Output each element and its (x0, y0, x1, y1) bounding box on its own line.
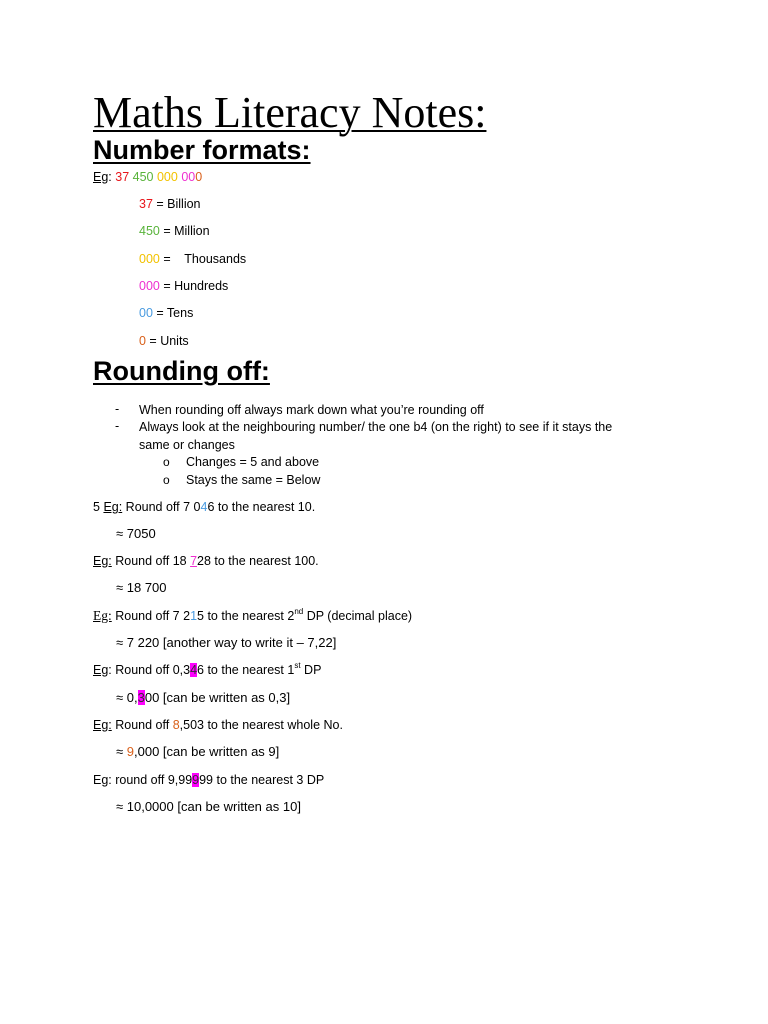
digit-highlight: 7 (190, 554, 198, 568)
place-value-row: 450 = Million (139, 224, 210, 238)
rounding-answer: ≈ 18 700 (116, 580, 167, 595)
rounding-example: 5 Eg: Round off 7 046 to the nearest 10. (93, 500, 316, 514)
digit-highlight: 4 (190, 663, 198, 677)
place-value-row: 0 = Units (139, 334, 189, 348)
sub-bullet-text: Changes = 5 and above (186, 455, 320, 469)
place-value-row: 00 = Tens (139, 306, 194, 320)
rounding-answer: ≈ 10,0000 [can be written as 10] (116, 799, 301, 814)
rounding-answer: ≈ 0,300 [can be written as 0,3] (116, 690, 291, 705)
circle-bullet: o (163, 455, 170, 469)
page-title: Maths Literacy Notes: (93, 88, 487, 137)
digit-highlight: 9 (192, 773, 200, 787)
rounding-example: Eg: Round off 18 728 to the nearest 100. (93, 554, 319, 568)
sub-bullet-text: Stays the same = Below (186, 473, 321, 487)
bullet-text: When rounding off always mark down what you’re rounding off (139, 403, 484, 417)
section-heading-number-formats: Number formats: (93, 135, 311, 165)
place-value-row: 000 = Thousands (139, 252, 247, 266)
million-digits: 450 (132, 170, 154, 184)
dash-bullet: - (115, 419, 120, 433)
rounding-example: Eg: Round off 0,346 to the nearest 1st DP (93, 661, 322, 677)
circle-bullet: o (163, 473, 170, 487)
rounding-answer: ≈ 9,000 [can be written as 9] (116, 744, 280, 759)
digit-highlight: 4 (200, 500, 208, 514)
digit-highlight: 9 (126, 744, 134, 759)
rounding-example: Eg: Round off 8,503 to the nearest whole No. (93, 718, 343, 732)
rounding-answer: ≈ 7 220 [another way to write it – 7,22] (116, 635, 337, 650)
digit-highlight: 1 (190, 609, 198, 623)
digit-highlight: 3 (137, 690, 145, 705)
hundreds-digits: 00 (181, 170, 196, 184)
billion-digits: 37 (115, 170, 130, 184)
rounding-example: Eg: round off 9,99999 to the nearest 3 DP (93, 773, 325, 787)
eg-label: Eg (93, 170, 109, 184)
rounding-example: Eg: Round off 7 215 to the nearest 2nd DP (decimal place) (93, 607, 413, 623)
bullet-text-continued: same or changes (139, 438, 235, 452)
place-value-row: 000 = Hundreds (139, 279, 229, 293)
thousands-digits: 000 (156, 170, 178, 184)
digit-highlight: 8 (172, 718, 180, 732)
bullet-text: Always look at the neighbouring number/ the one b4 (on the right) to see if it stays the (139, 420, 613, 434)
units-digit: 0 (195, 170, 203, 184)
place-value-row: 37 = Billion (139, 197, 201, 211)
rounding-answer: ≈ 7050 (116, 526, 156, 541)
dash-bullet: - (115, 402, 120, 416)
number-format-example: Eg: 37 450 000 000 (93, 170, 203, 184)
section-heading-rounding-off: Rounding off: (93, 356, 270, 386)
